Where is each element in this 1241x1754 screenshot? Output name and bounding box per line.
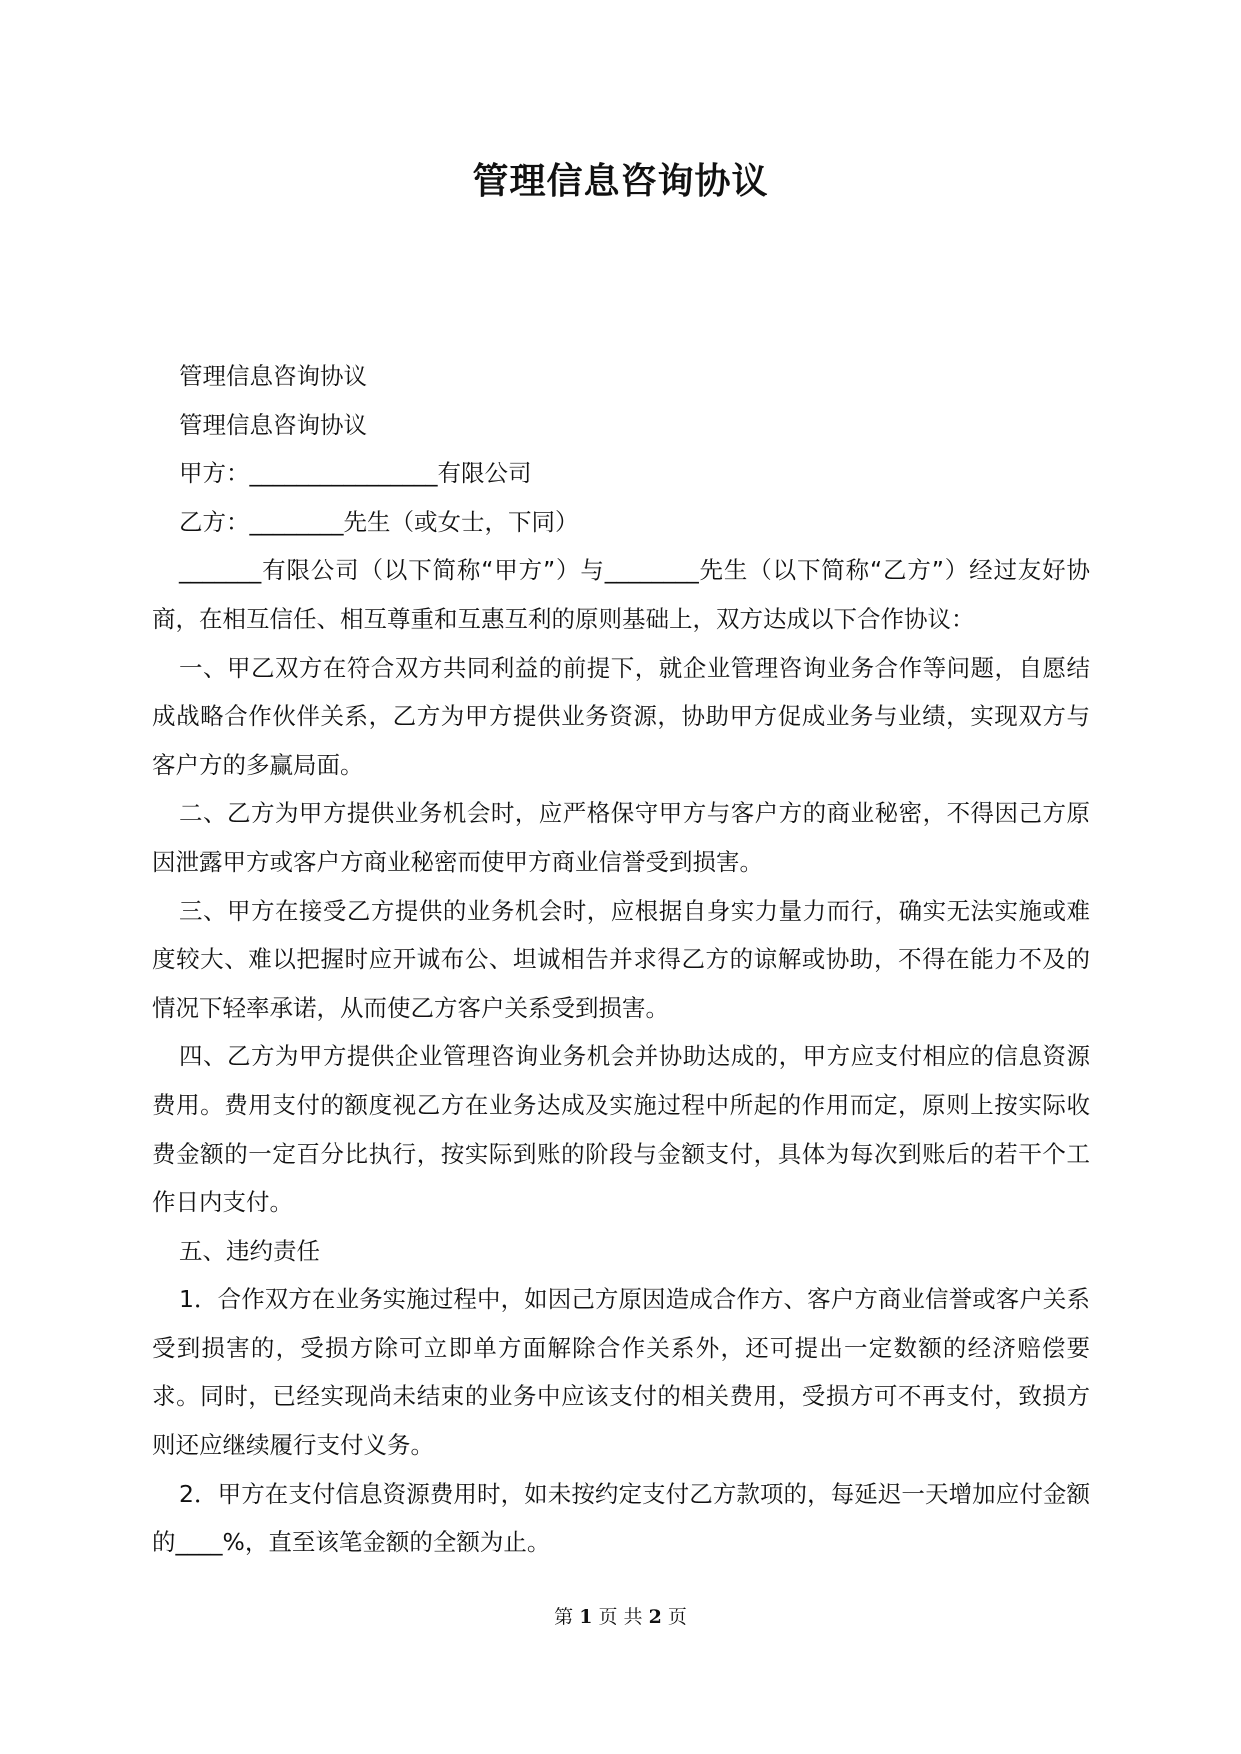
clause-5-heading: 五、违约责任	[179, 1236, 320, 1265]
party-a-line: 甲方：________________有限公司	[179, 459, 532, 488]
document-body	[152, 352, 1090, 1567]
footer-suffix: 页	[667, 1606, 687, 1628]
current-page-number: 1	[579, 1606, 593, 1628]
paragraph-heading-2: 管理信息咨询协议	[179, 410, 367, 439]
total-page-number: 2	[648, 1606, 662, 1628]
document-title: 管理信息咨询协议	[472, 161, 769, 202]
clause-1: 一、甲乙双方在符合双方共同利益的前提下，就企业管理咨询业务合作等问题，自愿结成战略合作伙伴关系，乙方为甲方提供业务资源，协助甲方促成业务与业绩，实现双方与客户方的多赢局面。	[152, 653, 1090, 779]
clause-5-item-1: 1．合作双方在业务实施过程中，如因己方原因造成合作方、客户方商业信誉或客户关系受到损害的，受损方除可立即单方面解除合作关系外，还可提出一定数额的经济赔偿要求。同时，已经实现尚未结束的业务中应该支付的相关费用，受损方可不再支付，致损方则还应继续履行支付义务。	[152, 1285, 1090, 1460]
preamble-paragraph: _______有限公司（以下简称“甲方”）与________先生（以下简称“乙方”）经过友好协商，在相互信任、相互尊重和互惠互利的原则基础上，双方达成以下合作协议：	[152, 556, 1090, 633]
clause-4: 四、乙方为甲方提供企业管理咨询业务机会并协助达成的，甲方应支付相应的信息资源费用。费用支付的额度视乙方在业务达成及实施过程中所起的作用而定，原则上按实际收费金额的一定百分比执行，按实际到账的阶段与金额支付，具体为每次到账后的若干个工作日内支付。	[152, 1042, 1090, 1217]
party-b-line: 乙方：________先生（或女士，下同）	[179, 507, 579, 536]
footer-prefix: 第	[554, 1606, 574, 1628]
clause-3: 三、甲方在接受乙方提供的业务机会时，应根据自身实力量力而行，确实无法实施或难度较大、难以把握时应开诚布公、坦诚相告并求得乙方的谅解或协助，不得在能力不及的情况下轻率承诺，从而使乙方客户关系受到损害。	[152, 896, 1090, 1022]
page-footer	[0, 1604, 1241, 1630]
footer-middle: 页 共	[598, 1606, 643, 1628]
clause-2: 二、乙方为甲方提供业务机会时，应严格保守甲方与客户方的商业秘密，不得因己方原因泄露甲方或客户方商业秘密而使甲方商业信誉受到损害。	[152, 799, 1090, 876]
clause-5-item-2: 2．甲方在支付信息资源费用时，如未按约定支付乙方款项的，每延迟一天增加应付金额的____%，直至该笔金额的全额为止。	[152, 1479, 1090, 1557]
paragraph-heading-1: 管理信息咨询协议	[179, 362, 367, 390]
